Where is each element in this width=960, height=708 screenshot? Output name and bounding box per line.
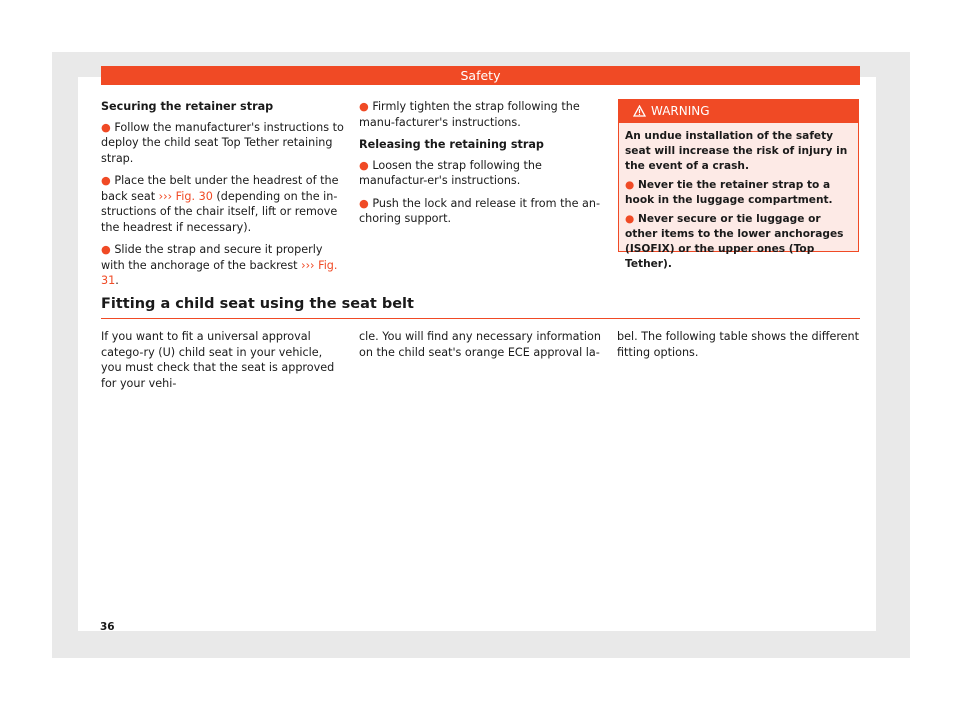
section-header-bar: Safety bbox=[101, 66, 860, 85]
column-1 bbox=[101, 99, 345, 296]
instruction-text: Push the lock and release it from the an-choring support. bbox=[359, 196, 600, 225]
instruction-item bbox=[359, 99, 603, 130]
column-2 bbox=[359, 99, 603, 234]
figure-31-link[interactable]: Fig. 31 bbox=[101, 258, 338, 287]
section-text: cle. You will find any necessary information on the child seat's orange ECE approval la- bbox=[359, 330, 601, 359]
warning-header bbox=[619, 100, 858, 123]
instruction-text: Loosen the strap following the manufactur-er's instructions. bbox=[359, 158, 542, 187]
warning-intro: An undue installation of the safety seat will increase the risk of injury in the event of a crash. bbox=[625, 130, 848, 172]
page-number: 36 bbox=[100, 621, 115, 633]
bullet-icon: ● bbox=[625, 213, 635, 225]
bullet-icon: ● bbox=[101, 174, 111, 187]
warning-item-text: Never tie the retainer strap to a hook in the luggage compartment. bbox=[625, 179, 833, 206]
bullet-icon: ● bbox=[359, 196, 369, 210]
section-text: bel. The following table shows the different fitting options. bbox=[617, 330, 860, 359]
warning-item bbox=[625, 178, 852, 208]
section-column-2 bbox=[359, 329, 603, 367]
section-divider bbox=[101, 318, 860, 319]
bullet-icon: ● bbox=[625, 179, 635, 191]
instruction-item bbox=[101, 242, 345, 289]
figure-arrow-icon: ››› bbox=[301, 258, 315, 272]
warning-title: WARNING bbox=[651, 104, 710, 118]
warning-triangle-icon bbox=[633, 102, 646, 125]
figure-30-link[interactable]: Fig. 30 bbox=[175, 189, 213, 203]
instruction-text-cont: (depending on the in-structions of the chair itself, lift or remove the headrest if necessary). bbox=[101, 189, 338, 234]
instruction-item bbox=[359, 158, 603, 189]
instruction-text: Follow the manufacturer's instructions to deploy the child seat Top Tether retaining strap. bbox=[101, 120, 344, 165]
instruction-item bbox=[101, 173, 345, 235]
section-column-3 bbox=[617, 329, 861, 367]
section-title: Fitting a child seat using the seat belt bbox=[101, 296, 414, 312]
instruction-item bbox=[101, 120, 345, 167]
bullet-icon: ● bbox=[359, 158, 369, 172]
bullet-icon: ● bbox=[101, 243, 111, 256]
warning-body bbox=[619, 123, 858, 272]
instruction-item bbox=[359, 196, 603, 227]
bullet-icon: ● bbox=[101, 120, 111, 134]
instruction-text: Firmly tighten the strap following the manu-facturer's instructions. bbox=[359, 100, 580, 129]
warning-item bbox=[625, 212, 852, 272]
releasing-strap-heading: Releasing the retaining strap bbox=[359, 138, 544, 151]
instruction-text: Slide the strap and secure it properly with the anchorage of the backrest bbox=[101, 243, 323, 272]
instruction-text-cont: . bbox=[115, 274, 119, 287]
retainer-strap-heading: Securing the retainer strap bbox=[101, 100, 274, 113]
section-column-1 bbox=[101, 329, 345, 398]
warning-item-text: Never secure or tie luggage or other items to the lower anchorages (ISOFIX) or the upper ones (Top Tether). bbox=[625, 213, 844, 270]
bullet-icon: ● bbox=[359, 100, 369, 113]
warning-box bbox=[618, 99, 859, 270]
instruction-text: Place the belt under the headrest of the back seat bbox=[101, 174, 339, 203]
figure-arrow-icon: ››› bbox=[158, 189, 173, 203]
section-text: If you want to fit a universal approval catego-ry (U) child seat in your vehicle, you must check that the seat is approved for your vehi- bbox=[101, 330, 335, 390]
